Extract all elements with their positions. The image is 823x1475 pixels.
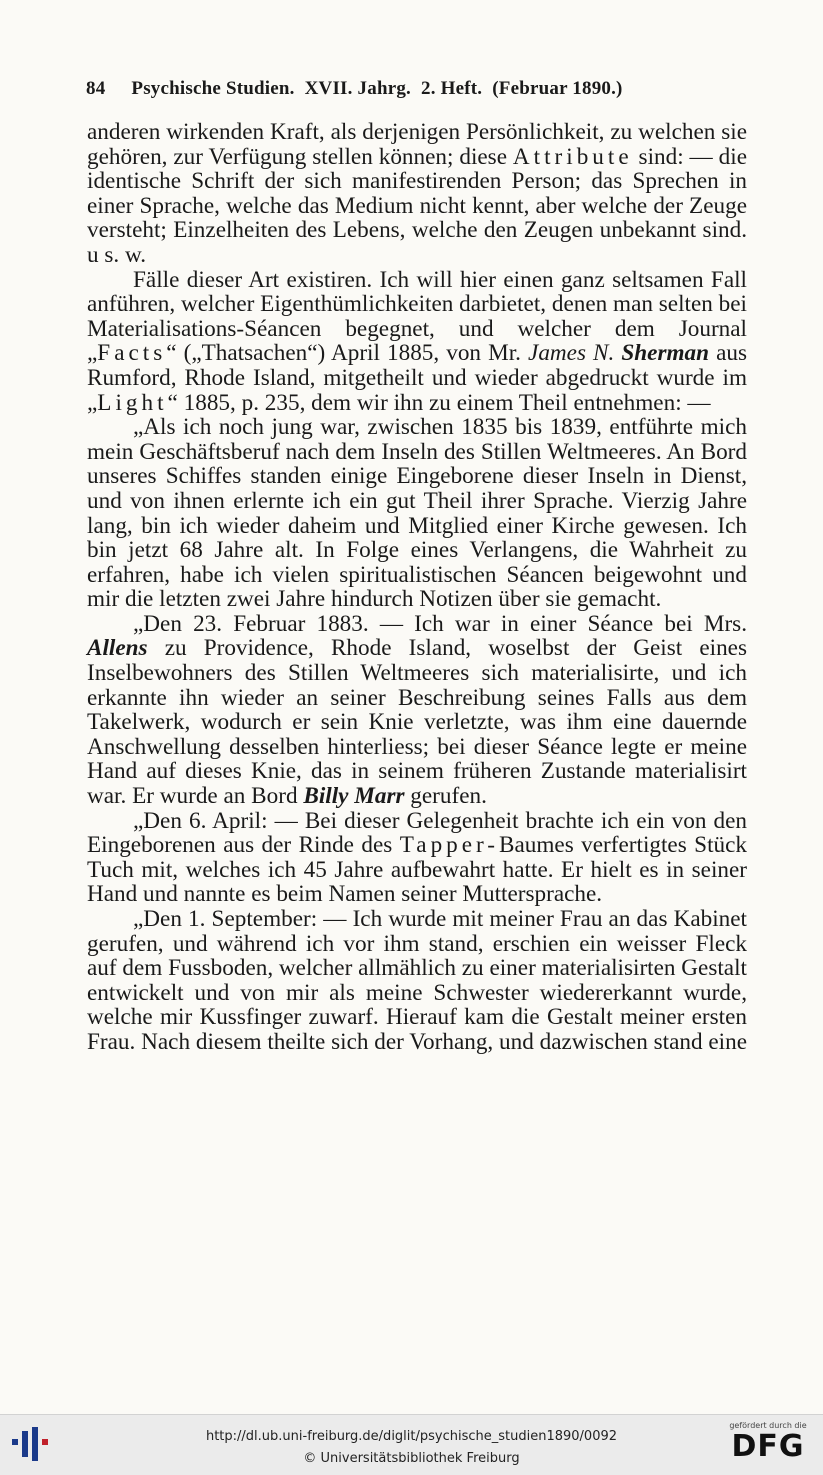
text-run: anderen wirkenden Kraft, als derjenigen Persönlichkeit, zu welchen sie gehören, zur Verfügung stellen können; diese — [87, 119, 747, 170]
paragraph — [87, 120, 747, 268]
issue: 2. Heft. — [421, 78, 483, 99]
text-run: “ („Thatsachen“) April 1885, von Mr. — [166, 340, 529, 367]
sponsor-caption: gefördert durch die — [729, 1421, 807, 1430]
text-run: aus Rumford, Rhode Island, mitgetheilt und wieder abgedruckt wurde im „ — [87, 340, 748, 416]
paragraph — [87, 809, 747, 907]
medium-name: Allens — [87, 635, 148, 662]
permalink[interactable]: http://dl.ub.uni-freiburg.de/diglit/psychische_studien1890/0092 — [205, 1429, 618, 1444]
running-header — [86, 78, 750, 100]
spaced-term: Facts — [97, 340, 167, 367]
text-run: „Den 23. Februar 1883. — Ich war in einer Séance bei Mrs. — [133, 610, 747, 637]
body-text — [87, 120, 747, 1055]
viewer-footer — [0, 1414, 823, 1475]
text-run: gerufen. — [404, 783, 487, 810]
author-name: James N. — [528, 340, 615, 367]
dfg-logo — [723, 1421, 813, 1464]
copyright: © Universitätsbibliothek Freiburg — [303, 1451, 520, 1466]
issue-date: (Februar 1890.) — [492, 78, 623, 99]
journal-title: Psychische Studien. — [131, 78, 295, 99]
paragraph — [87, 268, 747, 416]
text-run: „Den 6. April: — Bei dieser Gelegenheit brachte ich ein von den Eingeborenen aus der Rinde des — [87, 807, 747, 859]
paragraph: „Den 1. September: — Ich wurde mit meiner Frau an das Kabinet gerufen, und während ich vor ihm stand, erschien ein weisser Fleck auf dem Fussboden, welcher allmählich zu einer materialisirten Gestalt entwickelt und von mir als meine Schwester wiedererkannt wurde, welche mir Kussfinger zuwarf. Hierauf kam die Gestalt meiner ersten Frau. Nach diesem theilte sich der Vorhang, und dazwischen stand eine — [87, 906, 747, 1055]
spaced-term: Tapper- — [399, 832, 500, 859]
dfg-wordmark: DFG — [731, 1429, 805, 1464]
paragraph: „Als ich noch jung war, zwischen 1835 bis 1839, entführte mich mein Geschäftsberuf nach dem Inseln des Stillen Weltmeeres. An Bord unseres Schiffes standen einige Eingeborene dieser Inseln in Dienst, und von ihnen erlernte ich ein gut Theil ihrer Sprache. Vierzig Jahre lang, bin ich wieder daheim und Mitglied einer Kirche gewesen. Ich bin jetzt 68 Jahre alt. In Folge eines Verlangens, die Wahrheit zu erfahren, habe ich vielen spiritualistischen Séancen beigewohnt und mir die letzten zwei Jahre hindurch Notizen über sie gemacht. — [87, 414, 747, 613]
text-run: Baumes verfertigtes Stück Tuch mit, welches ich 45 Jahre aufbewahrt hatte. Er hielt es in seiner Hand und nannte es beim Namen seiner Muttersprache. — [87, 832, 747, 908]
author-surname: Sherman — [621, 340, 710, 367]
text-run: zu Providence, Rhode Island, woselbst der Geist eines Inselbewohners des Stillen Weltmeeres sich materialisirte, und ich erkannte ihn wieder an seiner Beschreibung seines Falls aus dem Takelwerk, wodurch er sein Knie verletzte, was ihm eine dauernde Anschwellung desselben hinterliess; bei dieser Séance legte er meine Hand auf dieses Knie, das in seinem früheren Zustande materialisirt war. Er wurde an Bord — [87, 635, 747, 810]
spaced-term: Light — [97, 389, 168, 416]
spaced-term: Attribute — [512, 143, 633, 170]
paragraph — [87, 612, 747, 809]
spirit-name: Billy Marr — [303, 783, 405, 810]
text-run: Fälle dieser Art existiren. Ich will hier einen ganz seltsamen Fall anführen, welcher Eigenthümlichkeiten darbietet, denen man selten bei Materialisations-Séancen begegnet, und welcher dem Journal „ — [87, 266, 747, 367]
volume: XVII. Jahrg. — [304, 78, 412, 99]
text-run: sind: — die identische Schrift der sich manifestirenden Person; das Sprechen in einer Sprache, welche das Medium nicht kennt, aber welche der Zeuge versteht; Einzelheiten des Lebens, welche den Zeugen unbekannt sind. u s. w. — [87, 143, 747, 268]
page-number: 84 — [86, 78, 106, 99]
text-run: “ 1885, p. 235, dem wir ihn zu einem Theil entnehmen: — — [167, 389, 711, 416]
